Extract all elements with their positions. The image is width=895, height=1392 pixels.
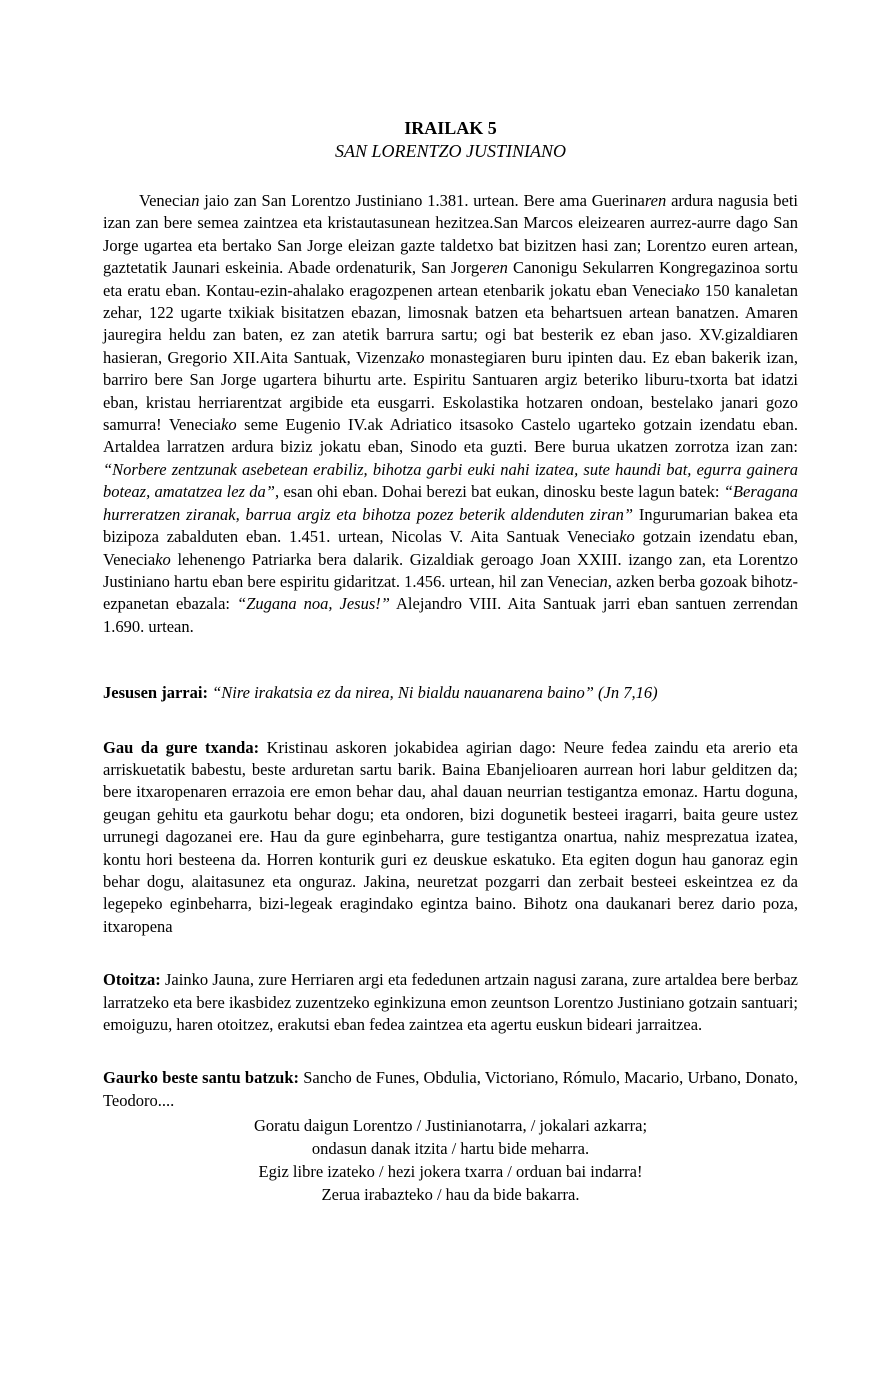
verse-block — [103, 1114, 798, 1206]
verse-line: ondasun danak itzita / hartu bide meharra. — [311, 1139, 590, 1159]
verse-line: Egiz libre izateko / hezi jokera txarra / orduan bai indarra! — [258, 1162, 643, 1182]
document-header — [103, 117, 798, 163]
page-subtitle: SAN LORENTZO JUSTINIANO — [334, 141, 567, 161]
gau-da-gure-txanda-paragraph: Gau da gure txanda: Kristinau askoren jokabidea agirian dago: Neure fedea zaindu eta arerio eta arriskuetatik babestu, beste arduretan sartu barik. Baina Ebanjelioaren aurrean hori labur gelditzen da; bere itxaropenaren errazoia ere emon behar dau, ahal dauan neurrian testigantza emonaz. Hartu doguna, geugan gehitu eta gaurkotu behar dogu; eta ondoren, bizi dogunetik besteei iragarri, baita geure ustez urrunegi dagozanei ere. Hau da gure eginbeharra, gure testigantza onartua, nahiz mesprezatua izatea, kontu hori besteena da. Horren konturik guri ez deuskue eskatuko. Eta egiten dogun hau ganoraz egin behar dogu, alaitasunez eta onguraz. Jakina, neuretzat pozgarri dan zerbait besteei eskeintzea ez da legepeko eginbeharra, bizi-legeak eragindako egintza baino. Bihotz ona daukanari berez dario poza, itxaropena — [103, 737, 798, 936]
biography-paragraph: Venecian jaio zan San Lorentzo Justiniano 1.381. urtean. Bere ama Guerinaren ardura nagusia beti izan zan bere semea zaintzea eta kristautasunean hezitzea.San Marcos eleizearen aurrez-aurre dago San Jorge ugartea eta bertako San Jorge eleizan gazte taldetxo bat bizitzen hasi zan; Lorentzo euren artean, gaztetatik Jaunari eskeinia. Abade ordenaturik, San Jorgeren Canonigu Sekularren Kongregazinoa sortu eta eratu eban. Kontau-ezin-ahalako eragozpenen artean etenbarik jokatu eban Veneciako 150 kanaletan zehar, 122 ugarte txikiak bisitatzen ebazan, limosnak batzen eta behartsuen artean banatzen. Amaren jauregira heldu zan baten, ez zan atetik barrura sartu; ogi bat besterik ez eban jaso. XV.gizaldiaren hasieran, Gregorio XII.Aita Santuak, Vizenzako monastegiaren buru ipinten dau. Ez eban bakerik izan, barriro bere San Jorge ugartera bihurtu arte. Espiritu Santuaren argiz beteriko liburu-txorta bat idatzi eban, kristau herriarentzat argibide eta eusgarri. Eskolastika hotzaren ondoan, bestelako janari gozo samurra! Veneciako seme Eugenio IV.ak Adriatico itsasoko Castelo ugarteko gotzain izendatu eban. Artaldea larratzen ardura biziz jokatu eban, Sinodo eta guzti. Bere burua ukatzen zorrotza izan zan: “Norbere zentzunak asebetean erabiliz, bihotza garbi euki nahi izatea, sute haundi bat, egurra gainera boteaz, amatatzea lez da”, esan ohi eban. Dohai berezi bat eukan, dinosku beste lagun batek: “Beragana hurreratzen ziranak, barrua argiz eta bihotza pozez beterik aldenduten ziran” Ingurumarian bakea eta bizipoza zabalduten eban. 1.451. urtean, Nicolas V. Aita Santuak Veneciako gotzain izendatu eban, Veneciako lehenengo Patriarka bera dalarik. Gizaldiak geroago Joan XXIII. izango zan, eta Lorentzo Justiniano hartu eban bere espiritu gidaritzat. 1.456. urtean, hil zan Venecian, azken berba gozoak bihotz-ezpanetan ebazala: “Zugana noa, Jesus!” Alejandro VIII. Aita Santuak jarri eban santuen zerrendan 1.690. urtean. — [103, 191, 798, 636]
page-title: IRAILAK 5 — [404, 118, 497, 138]
verse-line: Goratu daigun Lorentzo / Justinianotarra, / jokalari azkarra; — [253, 1116, 648, 1136]
jesusen-jarrai-paragraph: Jesusen jarrai: “Nire irakatsia ez da nirea, Ni bialdu nauanarena baino” (Jn 7,16) — [103, 683, 658, 703]
gaurko-santuak-paragraph: Gaurko beste santu batzuk: Sancho de Funes, Obdulia, Victoriano, Rómulo, Macario, Urbano, Donato, Teodoro.... — [103, 1068, 798, 1110]
otoitza-paragraph: Otoitza: Jainko Jauna, zure Herriaren argi eta fededunen artzain nagusi zarana, zure artaldea bere berbaz larratzeko eta bere ikasbidez zuzentzeko eginkizuna emon zeuntson Lorentzo Justiniano gotzain santuari; emoiguzu, haren otoitzez, erakutsi eban fedea zaintzea eta agertu euskun bideari jarraitzea. — [103, 970, 799, 1034]
verse-line: Zerua irabazteko / hau da bide bakarra. — [321, 1185, 580, 1205]
